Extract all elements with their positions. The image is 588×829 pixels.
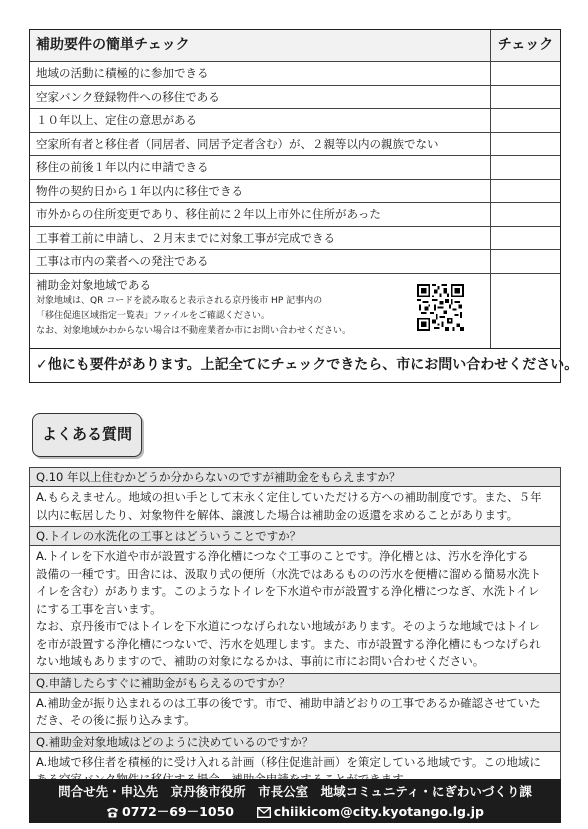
faq-answer-line: A.地域で移住者を積極的に受け入れる計画（移住促進計画）を策定している地域です。この地域に (36, 754, 541, 769)
checklist-row (30, 85, 560, 109)
checklist-footer-row (30, 348, 579, 382)
faq-answer-line: ない地域もありますので、補助の対象になるかは、事前に市にお問い合わせください。 (36, 654, 485, 668)
checklist-row (30, 202, 560, 226)
checklist-row (30, 61, 560, 85)
checklist-item-text: 空家所有者と移住者（同居者、同居予定者含む）が、２親等以内の親族でない (36, 136, 439, 151)
faq-question: Q.10 年以上住むかどうか分からないのですが補助金をもらえますか？ (30, 468, 560, 486)
check-box[interactable] (490, 133, 560, 156)
checklist-header-item: 補助要件の簡単チェック (36, 37, 190, 53)
faq-answer-line: 以内に転居したり、対象物件を解体、譲渡した場合は補助金の返還を求めることがあります。 (36, 507, 519, 522)
contact-phone[interactable]: 0772－69－1050 (122, 804, 234, 819)
checklist-header-row (30, 30, 560, 61)
faq-question: Q.申請したらすぐに補助金がもらえるのですか？ (30, 673, 560, 692)
qr-code-icon[interactable] (417, 284, 464, 331)
checklist-header-check: チェック (490, 30, 560, 61)
faq-answer-line: だき、その後に振り込みます。 (36, 713, 196, 727)
check-box[interactable] (490, 109, 560, 132)
check-box[interactable] (490, 62, 560, 85)
check-box[interactable] (490, 180, 560, 203)
checklist-item-text: １０年以上、定住の意思がある (36, 113, 197, 127)
checklist-row (30, 249, 560, 273)
phone-icon (106, 804, 119, 823)
faq-answer-line: イレを含む）があります。このようなトイレを下水道や市が設置する浄化槽につなぎ、水洗トイレ (36, 584, 540, 598)
check-box[interactable] (490, 86, 560, 109)
checklist-row (30, 155, 560, 179)
check-box[interactable] (490, 250, 560, 273)
mail-icon (257, 804, 271, 823)
check-box[interactable] (490, 227, 560, 250)
target-area-note-3: なお、対象地域かわからない場合は不動産業者か市にお問い合わせください。 (36, 325, 352, 336)
checklist-item-text: 物件の契約日から１年以内に移住できる (36, 183, 243, 198)
faq-heading: よくある質問 (32, 413, 142, 457)
checklist-item-text: 空家バンク登録物件への移住である (36, 89, 220, 104)
target-area-note-2: 「移住促進区域指定一覧表」ファイルをご確認ください。 (36, 310, 270, 321)
checklist-row (30, 132, 560, 156)
checklist-item-text: 工事着工前に申請し、２月末までに対象工事が完成できる (36, 230, 335, 245)
faq-answer (30, 692, 560, 732)
check-box[interactable] (490, 274, 560, 348)
check-box[interactable] (490, 156, 560, 179)
faq-answer-line: にする工事を言います。 (36, 601, 162, 616)
checklist-row (30, 179, 560, 203)
faq-answer-line: A.もらえません。地域の担い手として末永く定住していただける方への補助制度です。また、５年 (36, 490, 542, 504)
faq-answer-line: を市が設置する浄化槽につないで、汚水を処理します。また、市が設置する浄化槽にもつなげられ (36, 636, 541, 651)
checklist-item-text: 地域の活動に積極的に参加できる (36, 66, 209, 80)
checklist-footer-note: ✓他にも要件があります。上記全てにチェックできたら、市にお問い合わせください。 (36, 356, 579, 373)
faq-answer-line: 設備の一種です。田舎には、汲取り式の便所（水洗ではあるものの汚水を便槽に溜める簡易水洗ト (36, 566, 542, 581)
faq-question: Q.補助金対象地域はどのように決めているのですか？ (30, 732, 560, 751)
target-area-title: 補助金対象地域である (36, 277, 151, 292)
faq-question: Q.トイレの水洗化の工事とはどういうことですか？ (30, 526, 560, 545)
contact-banner (29, 779, 561, 823)
checklist-row-target-area (30, 273, 560, 348)
contact-office: 問合せ先・申込先 京丹後市役所 市長公室 地域コミュニティ・にぎわいづくり課 (58, 784, 532, 799)
faq-answer (30, 545, 560, 673)
faq-table (29, 467, 561, 792)
checklist-item-text: 市外からの住所変更であり、移住前に２年以上市外に住所があった (36, 207, 381, 221)
contact-email[interactable]: chiikicom@city.kyotango.lg.jp (273, 804, 484, 819)
checklist-row (30, 108, 560, 132)
checklist-row (30, 226, 560, 250)
checklist-item-text: 移住の前後１年以内に申請できる (36, 160, 209, 174)
eligibility-checklist (29, 29, 579, 383)
faq-answer-line: A.補助金が振り込まれるのは工事の後です。市で、補助申請どおりの工事であるか確認させていた (36, 695, 541, 710)
target-area-note-1: 対象地域は、QR コードを読み取ると表示される京丹後市 HP 記事内の (36, 295, 323, 306)
check-box[interactable] (490, 203, 560, 226)
faq-answer-line: A.トイレを下水道や市が設置する浄化槽につなぐ工事のことです。浄化槽とは、汚水を浄化する (36, 549, 529, 563)
faq-answer-line: なお、京丹後市ではトイレを下水道につなげられない地域があります。そのような地域ではトイレ (36, 619, 540, 633)
faq-answer (30, 486, 560, 526)
checklist-item-text: 工事は市内の業者への発注である (36, 254, 209, 268)
